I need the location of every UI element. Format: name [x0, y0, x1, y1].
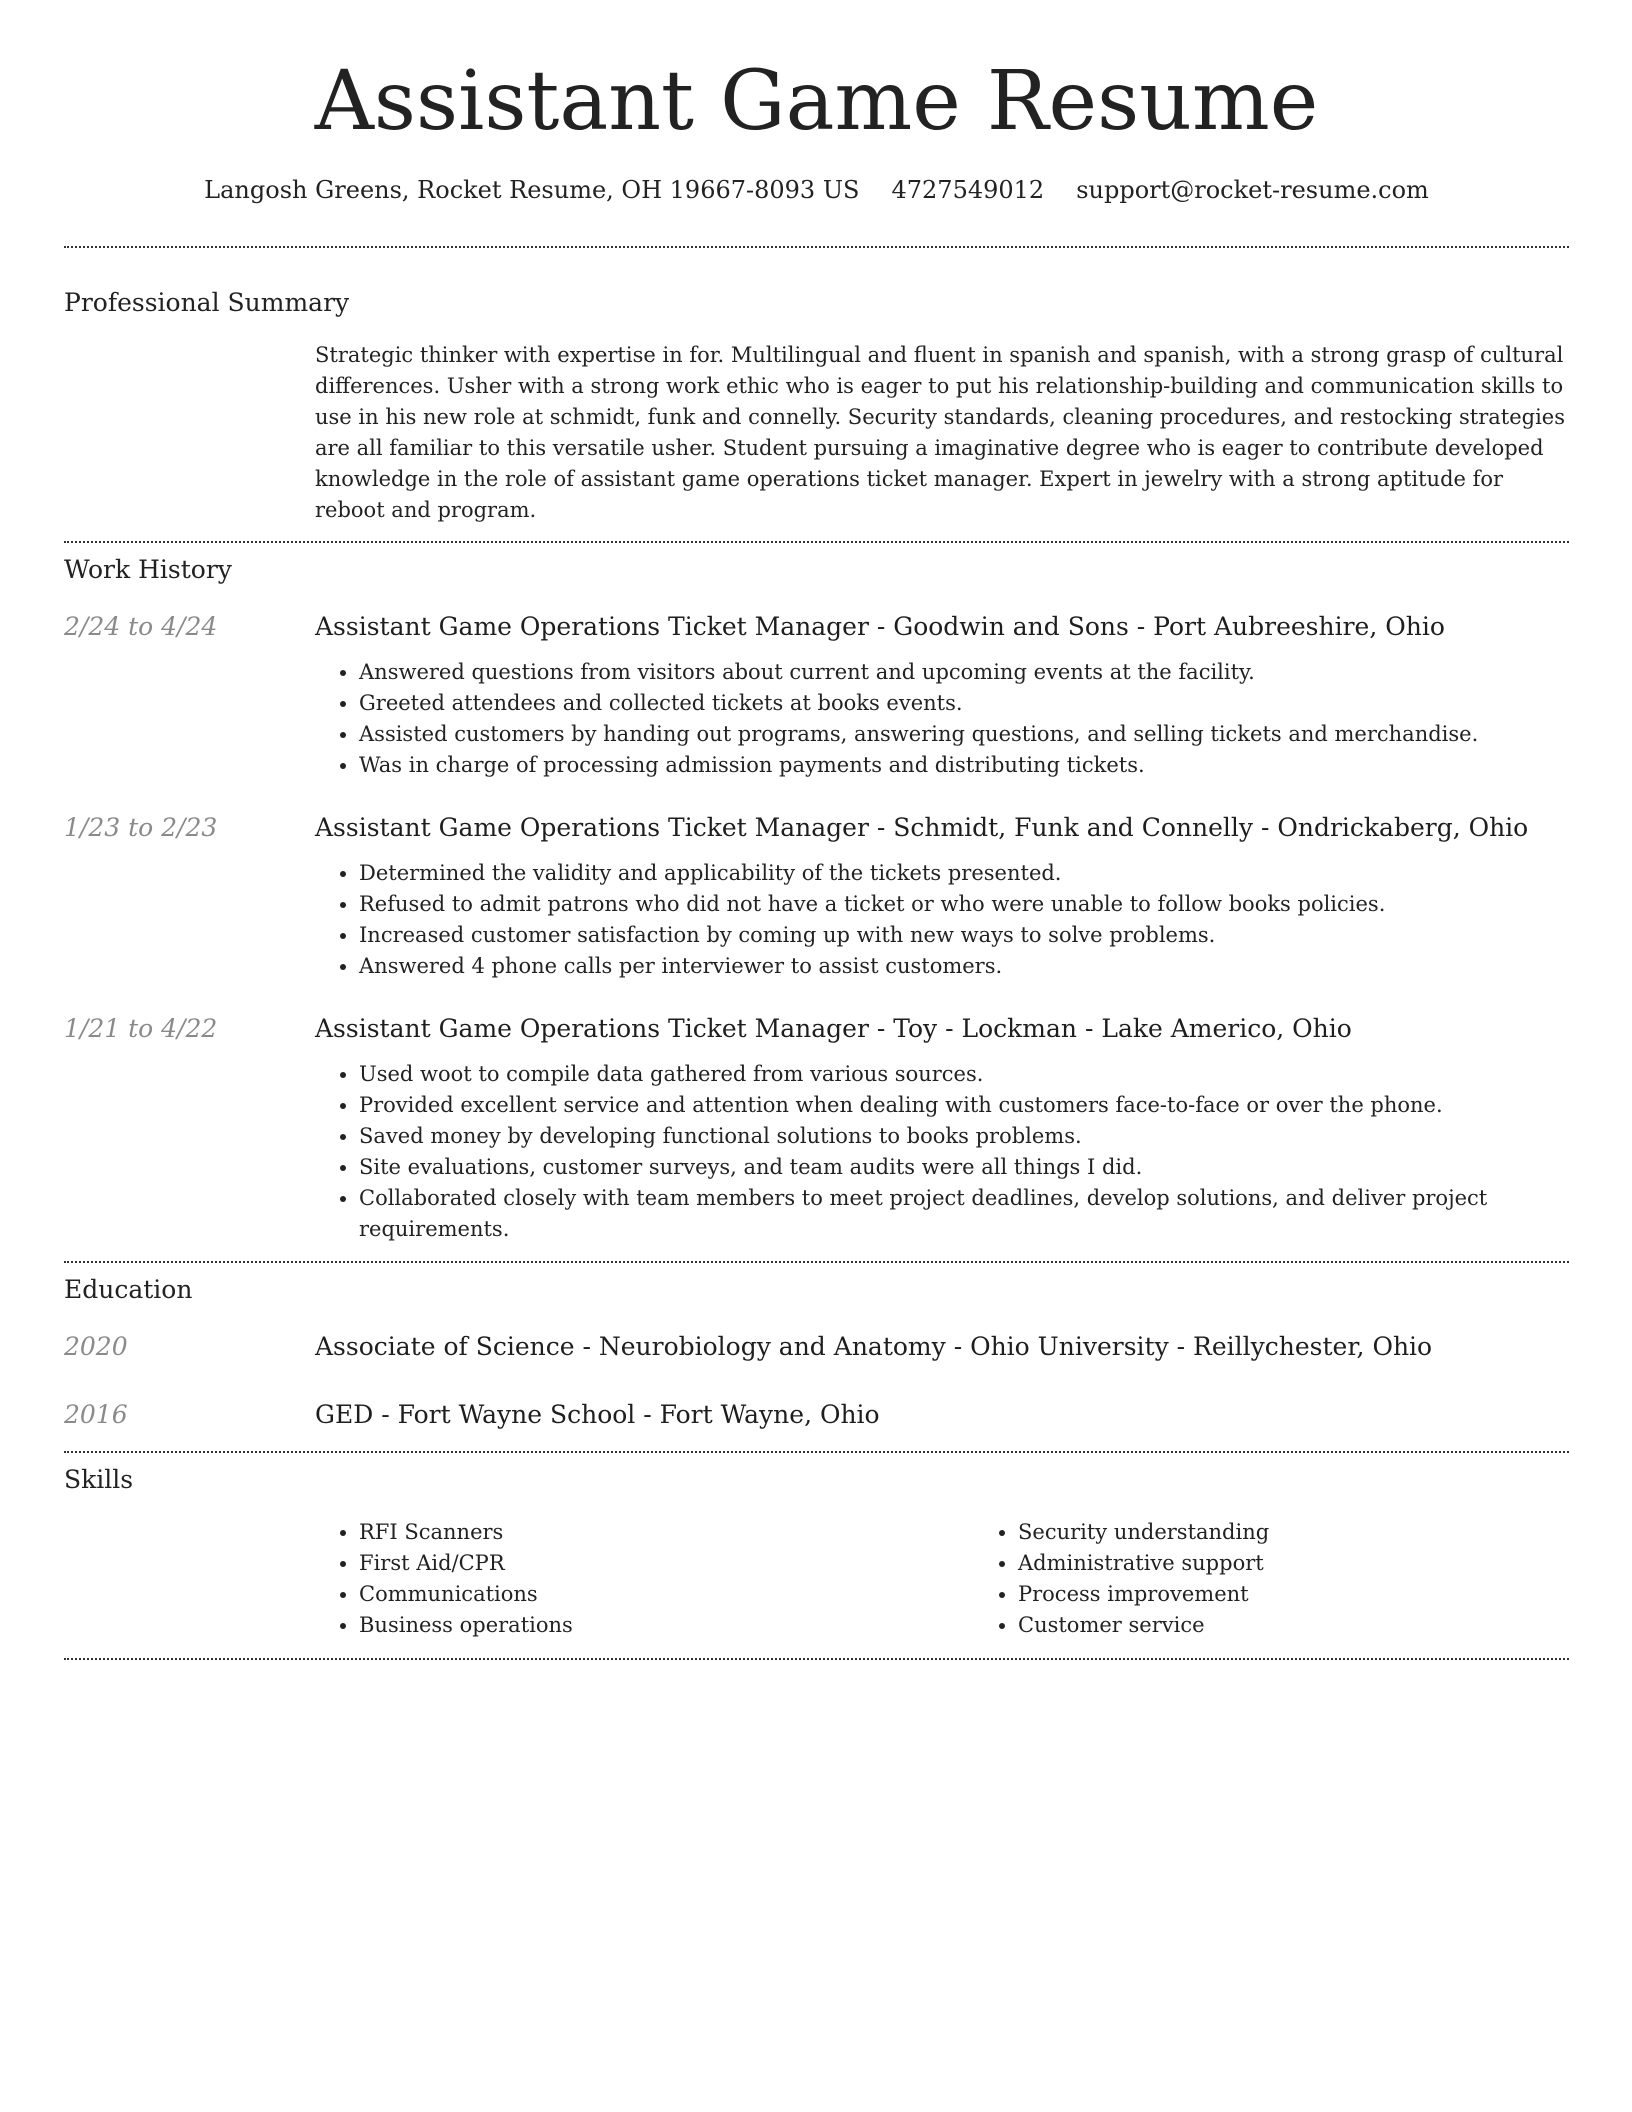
skill-item: • Communications [359, 1579, 974, 1610]
education-title: GED - Fort Wayne School - Fort Wayne, Ohio [315, 1400, 880, 1429]
skills-section [64, 1453, 1569, 1641]
section-divider [64, 1658, 1569, 1660]
skill-item: • RFI Scanners [359, 1517, 974, 1548]
skills-list-right [974, 1517, 1632, 1641]
job-entry [64, 610, 1569, 781]
skill-item: • Business operations [359, 1610, 974, 1641]
education-title: Associate of Science - Neurobiology and Anatomy - Ohio University - Reillychester, Ohio [315, 1332, 1433, 1361]
summary-heading: Professional Summary [64, 288, 350, 317]
work-history-section [64, 543, 1569, 1245]
work-history-heading: Work History [64, 555, 232, 584]
job-title: Assistant Game Operations Ticket Manager - Goodwin and Sons - Port Aubreeshire, Ohio [315, 612, 1445, 641]
education-year: 2016 [64, 1400, 128, 1429]
list-item: • Saved money by developing functional solutions to books problems. [359, 1121, 1569, 1152]
contact-phone: 4727549012 [891, 176, 1045, 204]
education-entry [64, 1398, 1569, 1432]
job-dates: 1/21 to 4/22 [64, 1014, 218, 1043]
list-item: • Was in charge of processing admission payments and distributing tickets. [359, 750, 1569, 781]
list-item: • Increased customer satisfaction by coming up with new ways to solve problems. [359, 920, 1569, 951]
skill-item: • Process improvement [1018, 1579, 1632, 1610]
job-title: Assistant Game Operations Ticket Manager - Toy - Lockman - Lake Americo, Ohio [315, 1014, 1352, 1043]
list-item: • Used woot to compile data gathered from various sources. [359, 1059, 1569, 1090]
job-dates: 2/24 to 4/24 [64, 612, 218, 641]
list-item: • Answered 4 phone calls per interviewer to assist customers. [359, 951, 1569, 982]
skill-item: • Security understanding [1018, 1517, 1632, 1548]
job-title: Assistant Game Operations Ticket Manager - Schmidt, Funk and Connelly - Ondrickaberg, Ohio [315, 813, 1529, 842]
education-heading: Education [64, 1275, 193, 1304]
contact-line [64, 174, 1569, 206]
job-entry [64, 1012, 1569, 1245]
skill-item: • Customer service [1018, 1610, 1632, 1641]
resume-title: Assistant Game Resume [314, 54, 1319, 149]
list-item: • Greeted attendees and collected tickets at books events. [359, 688, 1569, 719]
job-bullets [315, 858, 1569, 982]
skill-item: • First Aid/CPR [359, 1548, 974, 1579]
summary-section [64, 248, 1569, 526]
list-item: • Refused to admit patrons who did not have a ticket or who were unable to follow books policies. [359, 889, 1569, 920]
job-bullets [315, 1059, 1569, 1245]
skills-heading: Skills [64, 1465, 134, 1494]
education-section [64, 1263, 1569, 1432]
list-item: • Collaborated closely with team members to meet project deadlines, develop solutions, and deliver project requirements. [359, 1183, 1569, 1245]
job-entry [64, 811, 1569, 982]
education-entry [64, 1330, 1569, 1364]
skill-item: • Administrative support [1018, 1548, 1632, 1579]
list-item: • Assisted customers by handing out programs, answering questions, and selling tickets and merchandise. [359, 719, 1569, 750]
job-bullets [315, 657, 1569, 781]
job-dates: 1/23 to 2/23 [64, 813, 218, 842]
summary-text: Strategic thinker with expertise in for. Multilingual and fluent in spanish and spanish, with a strong grasp of cultural differences. Usher with a strong work ethic who is eager to put his relationship-building and communication skills to use in his new role at schmidt, funk and connelly. Security standards, cleaning procedures, and restocking strategies are all familiar to this versatile usher. Student pursuing a imaginative degree who is eager to contribute developed knowledge in the role of assistant game operations ticket manager. Expert in jewelry with a strong aptitude for reboot and program. [315, 343, 1565, 522]
list-item: • Determined the validity and applicability of the tickets presented. [359, 858, 1569, 889]
list-item: • Site evaluations, customer surveys, and team audits were all things I did. [359, 1152, 1569, 1183]
education-year: 2020 [64, 1332, 128, 1361]
list-item: • Answered questions from visitors about current and upcoming events at the facility. [359, 657, 1569, 688]
contact-email: support@rocket-resume.com [1076, 176, 1429, 204]
resume-page [64, 0, 1569, 1660]
list-item: • Provided excellent service and attention when dealing with customers face-to-face or over the phone. [359, 1090, 1569, 1121]
skills-list-left [315, 1517, 974, 1641]
contact-address: Langosh Greens, Rocket Resume, OH 19667-8093 US [204, 176, 860, 204]
